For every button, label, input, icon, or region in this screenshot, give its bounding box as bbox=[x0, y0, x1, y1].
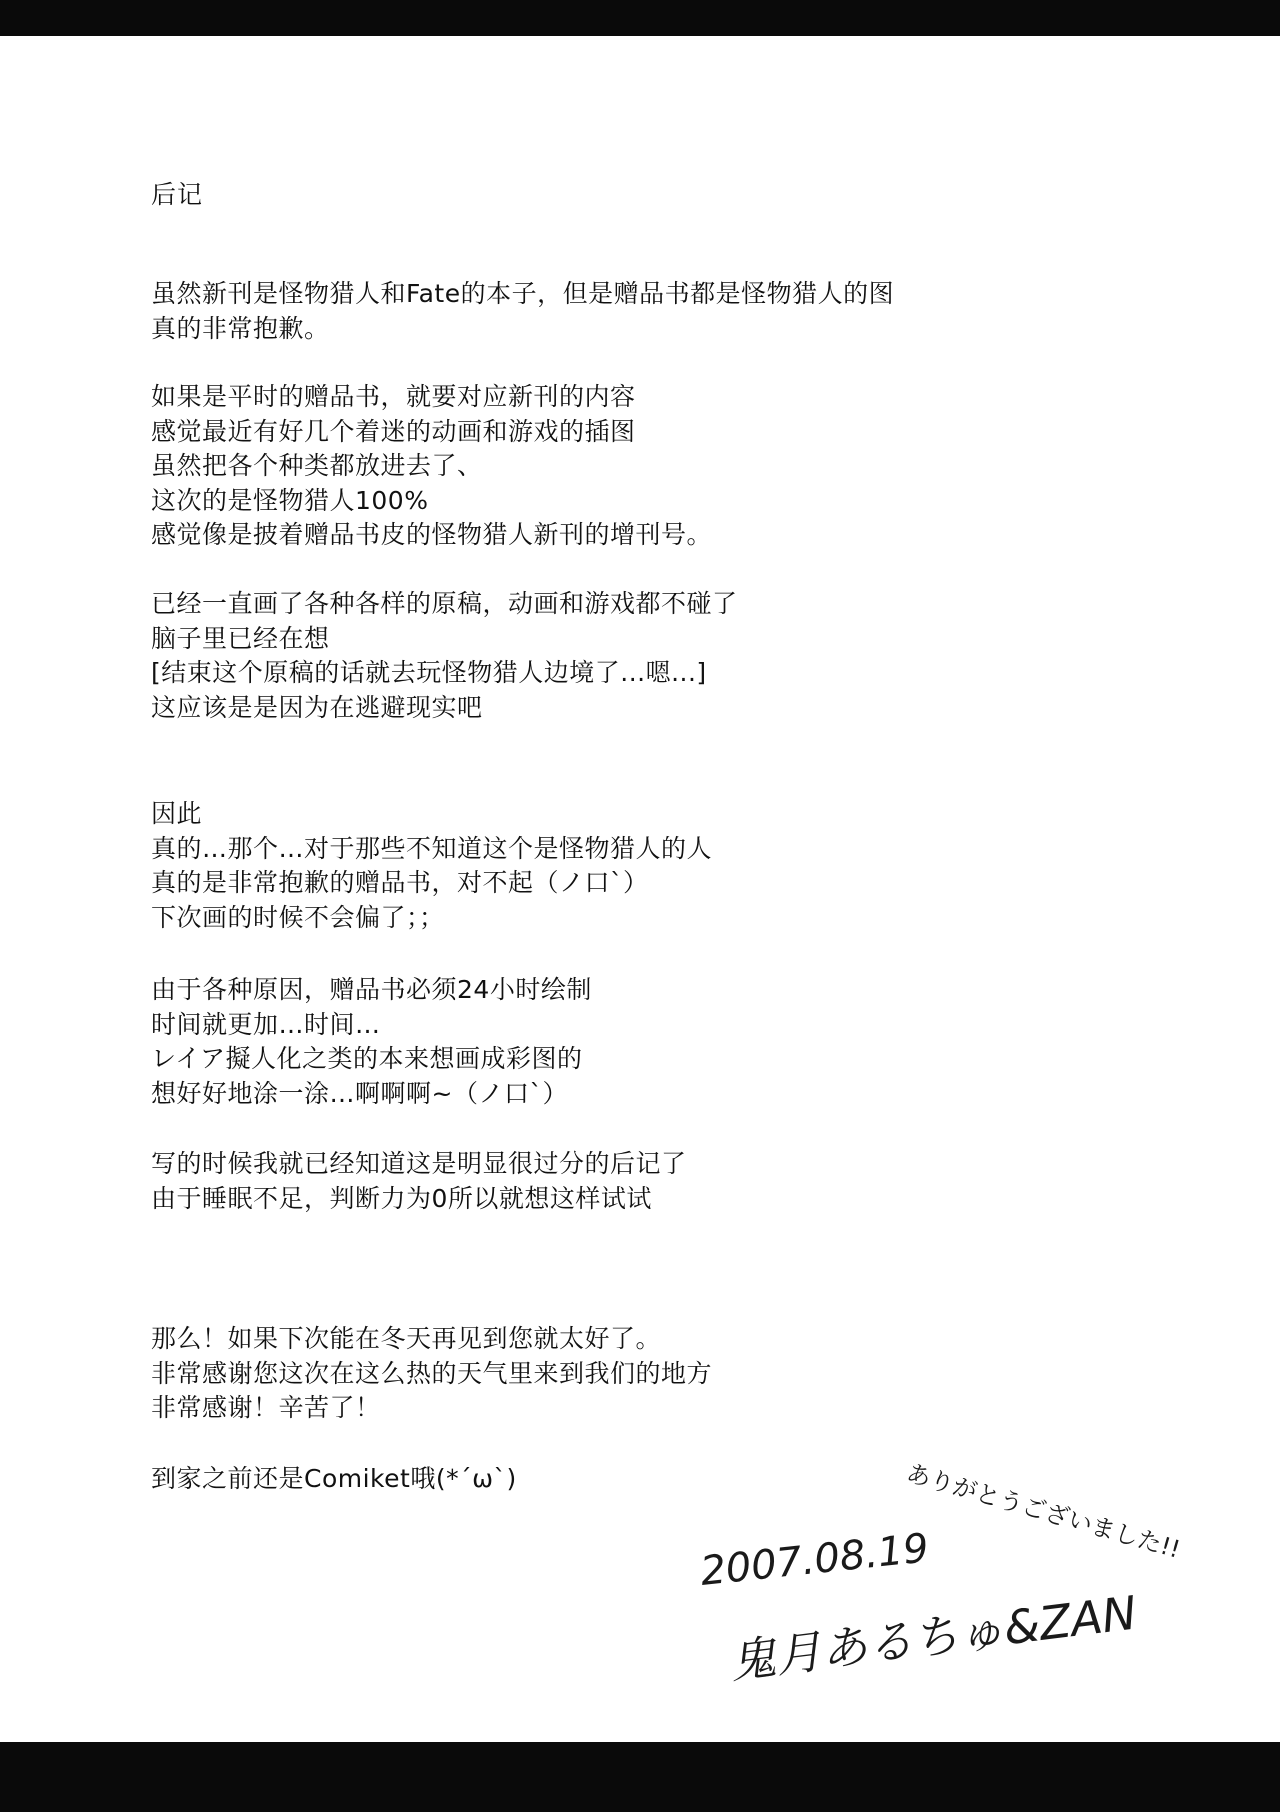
text-line: 下次画的时候不会偏了；； bbox=[151, 902, 445, 932]
signature-authors: 鬼月あるちゅ&ZAN bbox=[726, 1585, 1140, 1689]
text-line: 真的是非常抱歉的赠品书，对不起（ノ口`） bbox=[151, 868, 649, 897]
text-line: 到家之前还是Comiket哦(*´ω`) bbox=[151, 1464, 517, 1493]
text-line: 想好好地涂一涂…啊啊啊~（ノ口`） bbox=[151, 1078, 568, 1108]
text-line: 真的非常抱歉。 bbox=[151, 313, 330, 343]
paragraph-6 bbox=[151, 1147, 687, 1216]
paragraph-4 bbox=[151, 797, 712, 935]
text-line: [结束这个原稿的话就去玩怪物猎人边境了...嗯...] bbox=[151, 658, 707, 687]
text-line: 非常感谢！辛苦了！ bbox=[151, 1393, 381, 1422]
signature-date: 2007.08.19 bbox=[698, 1525, 931, 1595]
text-line: 时间就更加…时间… bbox=[151, 1009, 381, 1039]
paragraph-3 bbox=[151, 587, 738, 725]
page-title: 后记 bbox=[151, 180, 204, 209]
text-line: 真的…那个…对于那些不知道这个是怪物猎人的人 bbox=[151, 833, 713, 863]
text-line: 感觉最近有好几个着迷的动画和游戏的插图 bbox=[151, 416, 636, 446]
text-line: 写的时候我就已经知道这是明显很过分的后记了 bbox=[151, 1149, 687, 1178]
text-line: 非常感谢您这次在这么热的天气里来到我们的地方 bbox=[151, 1358, 713, 1388]
paragraph-2 bbox=[151, 380, 712, 553]
text-line: 那么！如果下次能在冬天再见到您就太好了。 bbox=[151, 1324, 662, 1353]
text-line: 感觉像是披着赠品书皮的怪物猎人新刊的增刊号。 bbox=[151, 520, 713, 549]
handwritten-signature bbox=[690, 1450, 1190, 1720]
paragraph-1 bbox=[151, 277, 894, 346]
text-line: 脑子里已经在想 bbox=[151, 623, 330, 653]
text-line: 由于睡眠不足，判断力为0所以就想这样试试 bbox=[151, 1183, 652, 1213]
text-line: 这次的是怪物猎人100% bbox=[151, 485, 429, 515]
text-line: 虽然新刊是怪物猎人和Fate的本子，但是赠品书都是怪物猎人的图 bbox=[151, 279, 895, 308]
paragraph-8 bbox=[151, 1462, 517, 1497]
top-border bbox=[0, 0, 1280, 36]
bottom-border bbox=[0, 1742, 1280, 1812]
text-line: レイア擬人化之类的本来想画成彩图的 bbox=[151, 1044, 583, 1073]
text-line: 已经一直画了各种各样的原稿，动画和游戏都不碰了 bbox=[151, 589, 738, 618]
paragraph-5 bbox=[151, 973, 592, 1111]
text-line: 这应该是是因为在逃避现实吧 bbox=[151, 692, 483, 722]
text-line: 由于各种原因，赠品书必须24小时绘制 bbox=[151, 975, 592, 1004]
text-line: 如果是平时的赠品书，就要对应新刊的内容 bbox=[151, 382, 636, 411]
text-line: 虽然把各个种类都放进去了、 bbox=[151, 451, 483, 480]
paragraph-7 bbox=[151, 1322, 712, 1426]
signature-thanks: ありがとうございました!! bbox=[903, 1458, 1184, 1564]
text-line: 因此 bbox=[151, 799, 203, 828]
